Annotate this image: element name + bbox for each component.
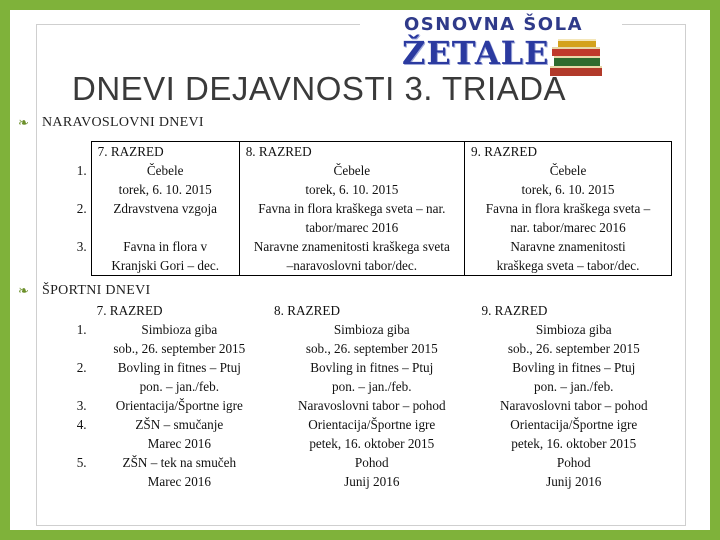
cell-line: Bovling in fitnes – Ptuj (512, 360, 636, 375)
table-header-row (60, 142, 672, 162)
cell-line: –naravoslovni tabor/dec. (286, 258, 418, 273)
table-cell (465, 199, 672, 237)
row-number: 5. (76, 455, 87, 470)
cell-line: torek, 6. 10. 2015 (118, 182, 212, 197)
table-row (60, 453, 672, 491)
row-number-header (60, 301, 91, 320)
cell-line: petek, 16. oktober 2015 (309, 436, 435, 451)
cell-line: kraškega sveta – tabor/dec. (496, 258, 640, 273)
cell-line: Pohod (556, 455, 591, 470)
cell-line: Orientacija/Športne igre (115, 398, 243, 413)
cell-line: Orientacija/Športne igre (510, 417, 638, 432)
cell-line: ZŠN – tek na smučeh (122, 455, 237, 470)
cell-line: sob., 26. september 2015 (305, 341, 438, 356)
cell-line: Čebele (146, 163, 184, 178)
table-cell (91, 415, 268, 453)
cell-line: Čebele (549, 163, 587, 178)
row-number: 1. (76, 163, 87, 178)
table-row (60, 161, 672, 199)
cell-line: Kranjski Gori – dec. (111, 258, 220, 273)
table-cell (268, 320, 475, 358)
row-number: 4. (76, 417, 87, 432)
table-cell (268, 415, 475, 453)
table-cell (239, 237, 464, 276)
column-header: 8. RAZRED (239, 142, 464, 162)
table-cell (239, 161, 464, 199)
row-number: 2. (76, 360, 87, 375)
table-row (60, 358, 672, 396)
section-sportni-heading: ŠPORTNI DNEVI (42, 283, 151, 298)
table-row (60, 320, 672, 358)
cell-line: sob., 26. september 2015 (507, 341, 640, 356)
cell-line: Simbioza giba (141, 322, 218, 337)
logo-line-2: ŽETALE (402, 34, 550, 72)
cell-line: Zdravstvena vzgoja (113, 201, 217, 216)
cell-line: Marec 2016 (147, 474, 211, 489)
table-cell (465, 237, 672, 276)
table-cell (475, 453, 672, 491)
table-cell (91, 161, 239, 199)
section-naravoslovni-heading: NARAVOSLOVNI DNEVI (42, 115, 204, 130)
cell-line: Orientacija/Športne igre (308, 417, 436, 432)
column-header: 8. RAZRED (274, 303, 340, 318)
column-header: 9. RAZRED (465, 142, 672, 162)
cell-line: Naravne znamenitosti kraškega sveta (253, 239, 450, 254)
cell-line: Junij 2016 (344, 474, 400, 489)
table-cell (91, 358, 268, 396)
table-cell (475, 320, 672, 358)
table-cell (475, 358, 672, 396)
cell-line: Naravne znamenitosti (510, 239, 626, 254)
cell-line: petek, 16. oktober 2015 (511, 436, 637, 451)
cell-line: pon. – jan./feb. (534, 379, 614, 394)
cell-line: ZŠN – smučanje (135, 417, 224, 432)
page-title: DNEVI DEJAVNOSTI 3. TRIADA (72, 70, 567, 107)
table-cell (91, 320, 268, 358)
row-number: 3. (76, 398, 87, 413)
table-cell (91, 396, 268, 415)
cell-line: Pohod (354, 455, 389, 470)
cell-line: Bovling in fitnes – Ptuj (310, 360, 434, 375)
cell-line: Favna in flora kraškega sveta – (485, 201, 651, 216)
row-number: 1. (76, 322, 87, 337)
table-cell (475, 415, 672, 453)
column-header: 9. RAZRED (481, 303, 548, 318)
table-row (60, 237, 672, 276)
table-header-row (60, 301, 672, 320)
table-cell (268, 396, 475, 415)
table-cell (239, 199, 464, 237)
cell-line: Favna in flora kraškega sveta – nar. (258, 201, 446, 216)
cell-line: Favna in flora v (123, 239, 208, 254)
table-cell (268, 453, 475, 491)
cell-line: Simbioza giba (535, 322, 612, 337)
naravoslovni-table (60, 141, 672, 276)
cell-line: torek, 6. 10. 2015 (521, 182, 615, 197)
column-header: 7. RAZRED (91, 142, 239, 162)
cell-line: Junij 2016 (546, 474, 602, 489)
row-number-header (60, 142, 91, 162)
table-cell (91, 453, 268, 491)
bullet-icon: ❧ (18, 284, 29, 299)
row-number: 2. (76, 201, 87, 216)
column-header: 7. RAZRED (96, 303, 163, 318)
table-row (60, 396, 672, 415)
cell-line: pon. – jan./feb. (139, 379, 220, 394)
sportni-table (60, 301, 672, 491)
cell-line: Bovling in fitnes – Ptuj (117, 360, 241, 375)
row-number: 3. (76, 239, 87, 254)
table-cell (465, 161, 672, 199)
table-cell (91, 199, 239, 237)
table-row (60, 415, 672, 453)
cell-line: nar. tabor/marec 2016 (510, 220, 626, 235)
cell-line: Čebele (333, 163, 371, 178)
cell-line: Simbioza giba (333, 322, 410, 337)
cell-line: sob., 26. september 2015 (113, 341, 246, 356)
logo-line-1: OSNOVNA ŠOLA (404, 14, 584, 35)
bullet-icon: ❧ (18, 116, 29, 131)
table-cell (91, 237, 239, 276)
table-cell (475, 396, 672, 415)
slide (10, 10, 710, 530)
cell-line: torek, 6. 10. 2015 (305, 182, 399, 197)
cell-line: Naravoslovni tabor – pohod (499, 398, 648, 413)
cell-line: tabor/marec 2016 (305, 220, 399, 235)
cell-line: pon. – jan./feb. (332, 379, 412, 394)
cell-line: Naravoslovni tabor – pohod (297, 398, 446, 413)
table-cell (268, 358, 475, 396)
cell-line: Marec 2016 (147, 436, 211, 451)
table-row (60, 199, 672, 237)
